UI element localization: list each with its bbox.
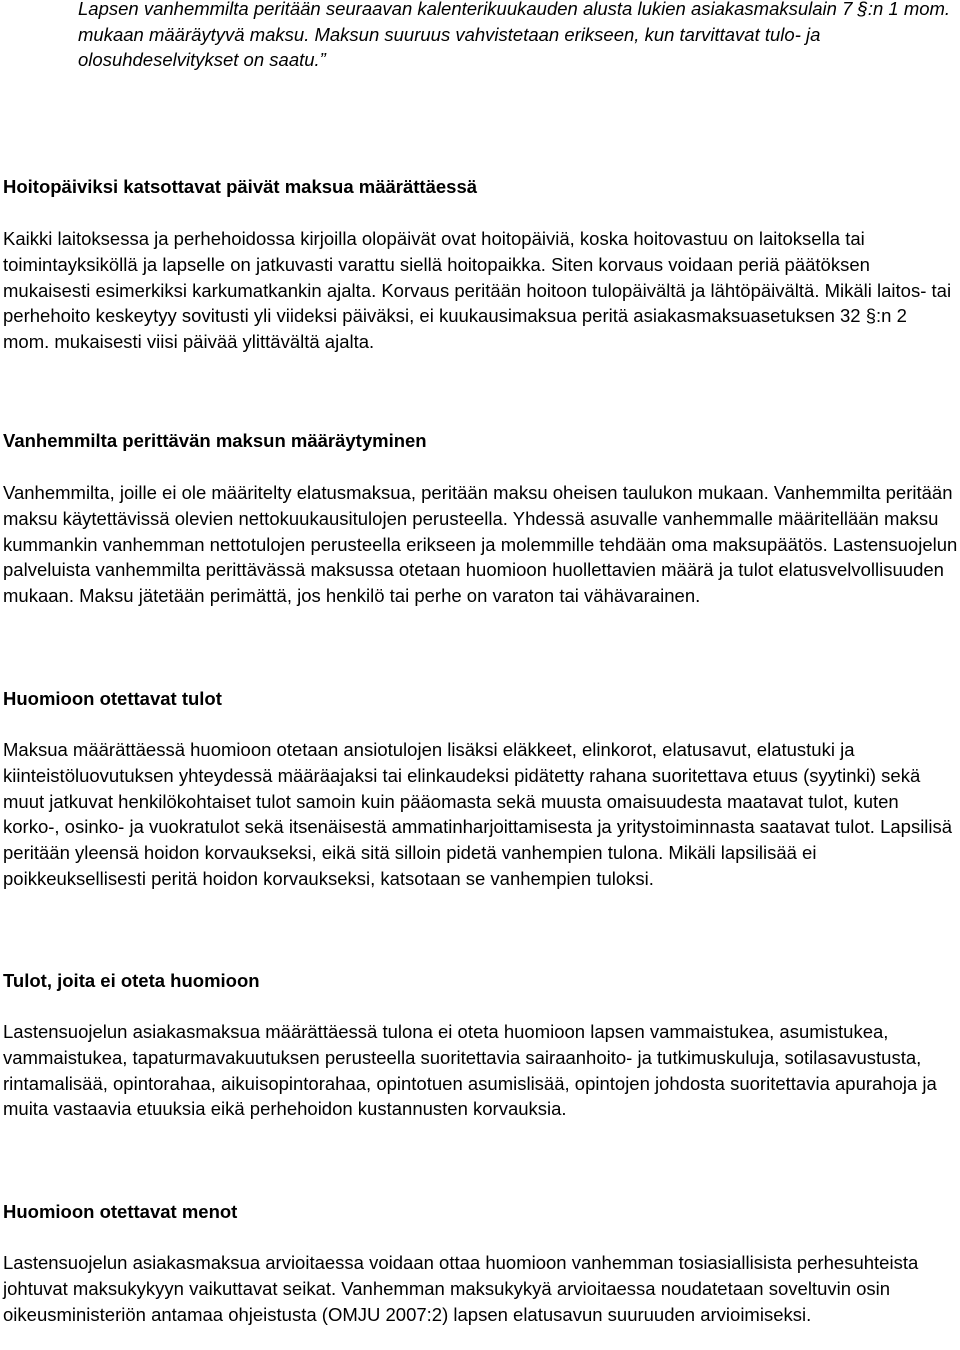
section-heading-care-days: Hoitopäiviksi katsottavat päivät maksua määrättäessä	[3, 176, 478, 197]
section-heading-counted-expenses: Huomioon otettavat menot	[3, 1201, 238, 1222]
section-body-counted-income: Maksua määrättäessä huomioon otetaan ansiotulojen lisäksi eläkkeet, elinkorot, elatusavut, elatustuki ja kiinteistöluovutuksen yhteydessä määräajaksi tai elinkaudeksi pidätetty rahana suoritettava etuus (syytinki) sekä muut jatkuvat henkilökohtaiset tulot samoin kuin pääomasta sekä muusta omaisuudesta maatavat tulot, kuten korko-, osinko- ja vuokratulot sekä itsenäisestä ammatinharjoittamisesta ja yritystoiminnasta saatavat tulot. Lapsilisä peritään yleensä hoidon korvaukseksi, eikä sitä silloin pidetä vanhempien tulona. Mikäli lapsilisää ei poikkeuksellisesti peritä hoidon korvaukseksi, katsotaan se vanhempien tuloksi.	[3, 739, 953, 889]
intro-quote: Lapsen vanhemmilta peritään seuraavan kalenterikuukauden alusta lukien asiakasmaksulain 7 §:n 1 mom. mukaan määräytyvä maksu. Maksun suuruus vahvistetaan erikseen, kun tarvittavat tulo- ja olosuhdeselvitykset on saatu.”	[78, 0, 951, 70]
section-heading-counted-income: Huomioon otettavat tulot	[3, 688, 222, 709]
section-heading-parent-fee: Vanhemmilta perittävän maksun määräytyminen	[3, 430, 427, 451]
section-body-care-days: Kaikki laitoksessa ja perhehoidossa kirjoilla olopäivät ovat hoitopäiviä, koska hoitovastuu on laitoksella tai toimintayksiköllä ja lapselle on jatkuvasti varattu siellä hoitopaikka. Siten korvaus voidaan periä päätöksen mukaisesti esimerkiksi karkumatkankin ajalta. Korvaus peritään hoitoon tulopäivältä ja lähtöpäivältä. Mikäli laitos- tai perhehoito keskeytyy sovitusti yli viideksi päiväksi, ei kuukausimaksua peritä asiakasmaksuasetuksen 32 §:n 2 mom. mukaisesti viisi päivää ylittävältä ajalta.	[3, 228, 952, 353]
section-heading-excluded-income: Tulot, joita ei oteta huomioon	[3, 970, 260, 991]
section-body-counted-expenses: Lastensuojelun asiakasmaksua arvioitaessa voidaan ottaa huomioon vanhemman tosiasiallisista perhesuhteista johtuvat maksukykyyn vaikuttavat seikat. Vanhemman maksukykyä arvioitaessa noudatetaan soveltuvin osin oikeusministeriön antamaa ohjeistusta (OMJU 2007:2) lapsen elatusavun suuruuden arvioimiseksi.	[3, 1252, 919, 1325]
section-body-parent-fee: Vanhemmilta, joille ei ole määritelty elatusmaksua, peritään maksu oheisen taulukon mukaan. Vanhemmilta peritään maksu käytettävissä olevien nettokuukausitulojen perusteella. Yhdessä asuvalle vanhemmalle määritellään maksu kummankin vanhemman nettotulojen perusteella erikseen ja molemmille tehdään oma maksupäätös. Lastensuojelun palveluista vanhemmilta perittävässä maksussa otetaan huomioon huollettavien määrä ja tulot elatusvelvollisuuden mukaan. Maksu jätetään perimättä, jos henkilö tai perhe on varaton tai vähävarainen.	[3, 482, 958, 607]
section-body-excluded-income: Lastensuojelun asiakasmaksua määrättäessä tulona ei oteta huomioon lapsen vammaistukea, asumistukea, vammaistukea, tapaturmavakuutuksen perusteella suoritettavia sairaanhoito- ja tutkimuskuluja, sotilasavustusta, rintamalisää, opintorahaa, aikuisopintorahaa, opintotuen asumislisää, opintojen johdosta suoritettavia apurahoja ja muita vastaavia etuuksia eikä perhehoidon kustannusten korvauksia.	[3, 1021, 937, 1120]
